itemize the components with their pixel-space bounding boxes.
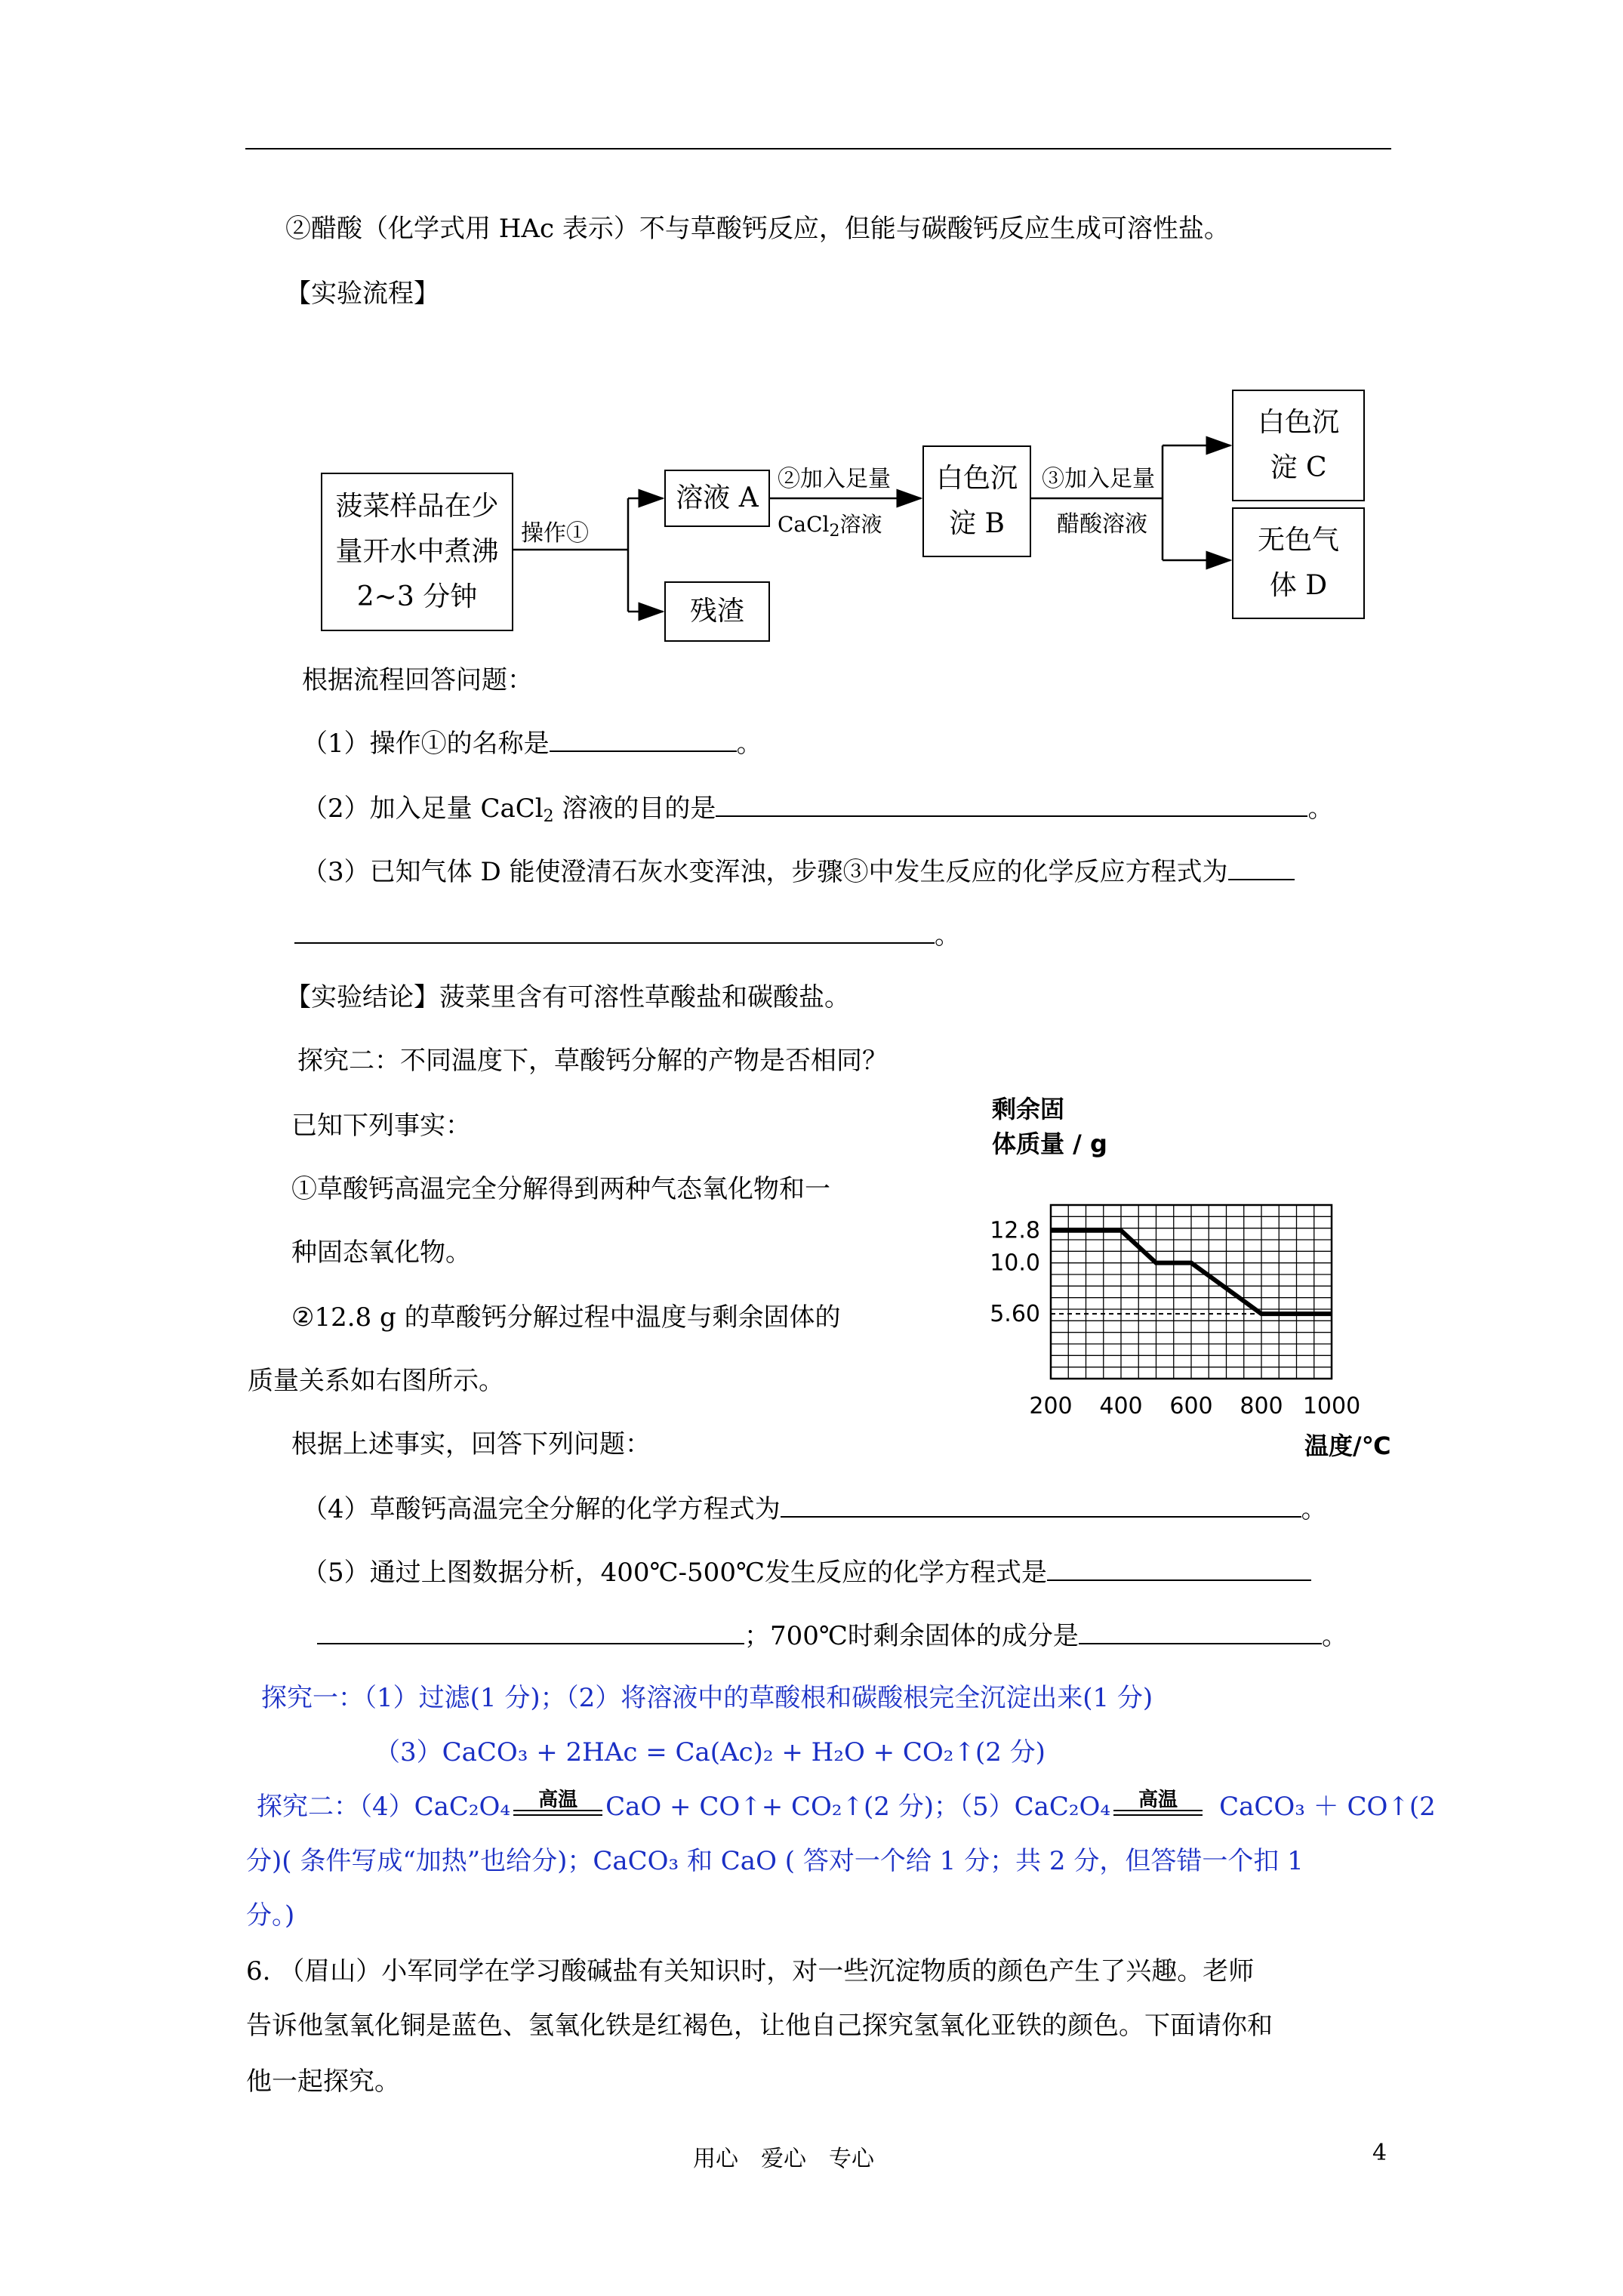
question-intro: 根据流程回答问题：: [302, 665, 533, 695]
question-4: （4）草酸钙高温完全分解的化学方程式为 。: [302, 1490, 1327, 1527]
flow-diagram: [0, 0, 1623, 680]
label-step-2-top: ②加入足量: [778, 466, 891, 492]
experiment-conclusion: 【实验结论】菠菜里含有可溶性草酸盐和碳酸盐。: [285, 982, 850, 1012]
y-tick-label: 12.8: [990, 1217, 1040, 1244]
box-precipitate-c: 白色沉淀 C: [1232, 390, 1365, 501]
label-operation-1: 操作①: [521, 520, 589, 547]
box-gas-d: 无色气体 D: [1232, 507, 1365, 619]
probe-two-title: 探究二：不同温度下，草酸钙分解的产物是否相同？: [297, 1046, 888, 1076]
x-tick-label: 400: [1099, 1393, 1143, 1419]
y-tick-label: 10.0: [990, 1250, 1040, 1277]
answer-4-5: 探究二：（4）CaC₂O₄ 高温 CaO + CO↑+ CO₂↑(2 分)；（5）CaC₂O₄ 高温 CaCO₃ ＋ CO↑(2: [257, 1789, 1436, 1822]
x-tick-label: 200: [1029, 1393, 1073, 1419]
question-5: （5）通过上图数据分析，400℃-500℃发生反应的化学方程式是: [302, 1554, 1311, 1590]
label-step-2-bottom: CaCl$_2$溶液: [778, 512, 882, 541]
x-tick-label: 800: [1240, 1393, 1283, 1419]
page-number: 4: [1372, 2140, 1387, 2166]
fact-1-line-2: 种固态氧化物。: [291, 1237, 471, 1268]
question-6-line-3: 他一起探究。: [246, 2066, 400, 2097]
answer-blank-5b[interactable]: [317, 1617, 744, 1644]
condition-high-temp-2: 高温: [1113, 1793, 1203, 1823]
flow-arrows: [0, 0, 1623, 680]
question-3: （3）已知气体 D 能使澄清石灰水变浑浊，步骤③中发生反应的化学反应方程式为: [302, 853, 1295, 889]
box-spinach-sample: 菠菜样品在少量开水中煮沸 2~3 分钟: [321, 473, 513, 631]
answer-probe-one: 探究一：（1）过滤(1 分)；（2）将溶液中的草酸根和碳酸根完全沉淀出来(1 分): [261, 1683, 1153, 1713]
box-solution-a: 溶液 A: [664, 470, 770, 527]
question-6-line-2: 告诉他氢氧化铜是蓝色、氢氧化铁是红褐色，让他自己探究氢氧化亚铁的颜色。下面请你和: [246, 2011, 1273, 2041]
mass-temperature-chart: [891, 1095, 1419, 1457]
x-tick-label: 1000: [1302, 1393, 1361, 1419]
condition-high-temp-1: 高温: [513, 1793, 602, 1823]
answer-blank-3a[interactable]: [1228, 853, 1295, 880]
answer-blank-1[interactable]: [550, 725, 737, 752]
question-6-line-1: 6. （眉山）小军同学在学习酸碱盐有关知识时，对一些沉淀物质的颜色产生了兴趣。老师: [246, 1956, 1255, 1986]
label-step-3-bottom: 醋酸溶液: [1057, 511, 1147, 538]
paragraph-hac: ②醋酸（化学式用 HAc 表示）不与草酸钙反应，但能与碳酸钙反应生成可溶性盐。: [285, 214, 1230, 244]
heading-flow: 【实验流程】: [285, 279, 439, 309]
label-step-3-top: ③加入足量: [1042, 466, 1155, 492]
footer-motto: 用心 爱心 专心: [693, 2146, 874, 2172]
answer-blank-2[interactable]: [716, 790, 1307, 817]
answer-blank-5a[interactable]: [1047, 1554, 1311, 1581]
y-tick-label: 5.60: [990, 1301, 1040, 1328]
answer-5-line-2: 分)( 条件写成“加热”也给分)；CaCO₃ 和 CaO ( 答对一个给 1 分；共 2 分，但答错一个扣 1: [246, 1846, 1304, 1876]
box-residue: 残渣: [664, 581, 770, 642]
answer-blank-3b[interactable]: [294, 917, 935, 944]
box-precipitate-b: 白色沉淀 B: [922, 445, 1031, 557]
y-axis-label: 剩余固: [992, 1095, 1065, 1123]
question-2: （2）加入足量 CaCl$_2$ 溶液的目的是 。: [302, 790, 1333, 826]
y-axis-label-line-2: 体质量 / g: [992, 1130, 1107, 1158]
x-tick-label: 600: [1169, 1393, 1213, 1419]
answer-blank-4[interactable]: [781, 1490, 1301, 1518]
question-5-line-2: ；700℃时剩余固体的成分是 。: [317, 1617, 1347, 1653]
fact-1-line-1: ①草酸钙高温完全分解得到两种气态氧化物和一: [291, 1174, 830, 1204]
known-facts: 已知下列事实：: [291, 1111, 471, 1141]
answer-3: （3）CaCO₃ + 2HAc = Ca(Ac)₂ + H₂O + CO₂↑(2 分): [374, 1737, 1046, 1767]
question-1: （1）操作①的名称是 。: [302, 725, 762, 761]
question-3-line-2: 。: [294, 917, 960, 953]
answer-blank-5c[interactable]: [1079, 1617, 1322, 1644]
fact-2-line-1: ②12.8 g 的草酸钙分解过程中温度与剩余固体的: [291, 1302, 841, 1333]
answer-5-line-3: 分。): [246, 1900, 295, 1931]
fact-2-line-2: 质量关系如右图所示。: [248, 1366, 504, 1396]
question-intro-2: 根据上述事实，回答下列问题：: [291, 1429, 651, 1459]
chart-svg: [891, 1095, 1419, 1457]
x-axis-label: 温度/℃: [1304, 1432, 1391, 1457]
